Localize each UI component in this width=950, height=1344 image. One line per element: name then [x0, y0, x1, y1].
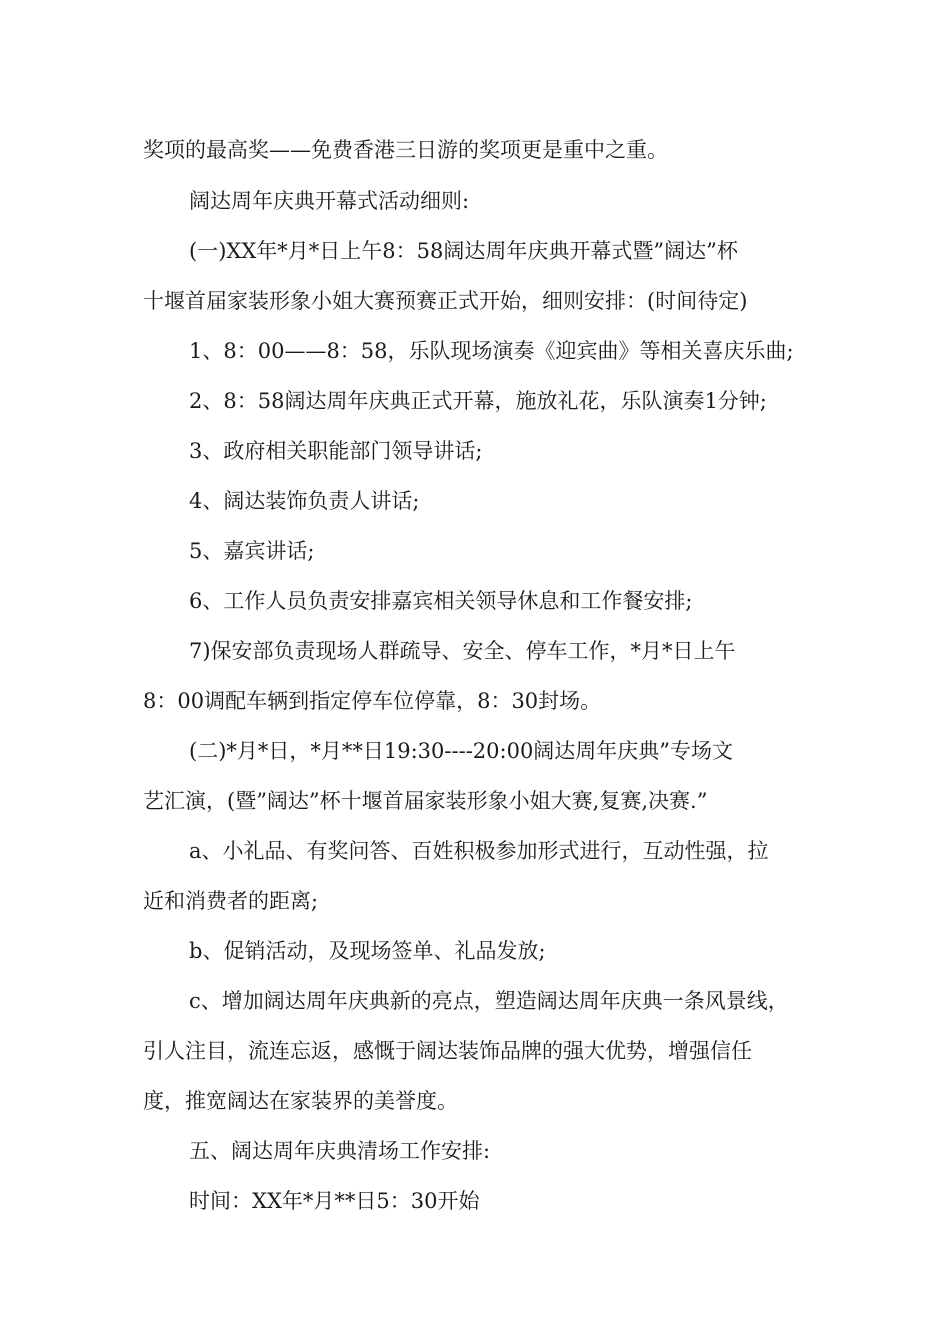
text-line: c、增加阔达周年庆典新的亮点，塑造阔达周年庆典一条风景线，: [189, 989, 789, 1013]
text-line: 1、8：00——8：58，乐队现场演奏《迎宾曲》等相关喜庆乐曲;: [189, 339, 794, 363]
text-line: 奖项的最高奖——免费香港三日游的奖项更是重中之重。: [143, 138, 668, 162]
text-line: 十堰首届家装形象小姐大赛预赛正式开始，细则安排：(时间待定): [143, 289, 748, 313]
text-line: 5、嘉宾讲话;: [189, 539, 315, 563]
text-line: 引人注目，流连忘返，感慨于阔达装饰品牌的强大优势，增强信任: [143, 1039, 752, 1063]
text-line: 2、8：58阔达周年庆典正式开幕，施放礼花，乐队演奏1分钟;: [189, 389, 767, 413]
text-line: (二)*月*日，*月**日19:30----20:00阔达周年庆典”专场文: [189, 739, 734, 763]
text-line: 7)保安部负责现场人群疏导、安全、停车工作，*月*日上午: [189, 639, 736, 663]
text-line: 4、阔达装饰负责人讲话;: [189, 489, 420, 513]
text-line: 6、工作人员负责安排嘉宾相关领导休息和工作餐安排;: [189, 589, 693, 613]
text-line: 8：00调配车辆到指定停车位停靠，8：30封场。: [143, 689, 602, 713]
text-line: 度，推宽阔达在家装界的美誉度。: [143, 1089, 458, 1113]
text-line: a、小礼品、有奖问答、百姓积极参加形式进行，互动性强，拉: [189, 839, 769, 863]
text-line: 五、阔达周年庆典清场工作安排:: [189, 1139, 491, 1163]
text-line: 艺汇演，(暨”阔达”杯十堰首届家装形象小姐大赛,复赛,决赛.”: [143, 789, 708, 813]
text-line: 近和消费者的距离;: [143, 889, 319, 913]
text-line: b、促销活动，及现场签单、礼品发放;: [189, 939, 546, 963]
text-line: (一)XX年*月*日上午8：58阔达周年庆典开幕式暨”阔达”杯: [189, 239, 738, 263]
text-line: 时间：XX年*月**日5：30开始: [189, 1189, 480, 1213]
text-line: 阔达周年庆典开幕式活动细则:: [189, 189, 470, 213]
text-line: 3、政府相关职能部门领导讲话;: [189, 439, 483, 463]
